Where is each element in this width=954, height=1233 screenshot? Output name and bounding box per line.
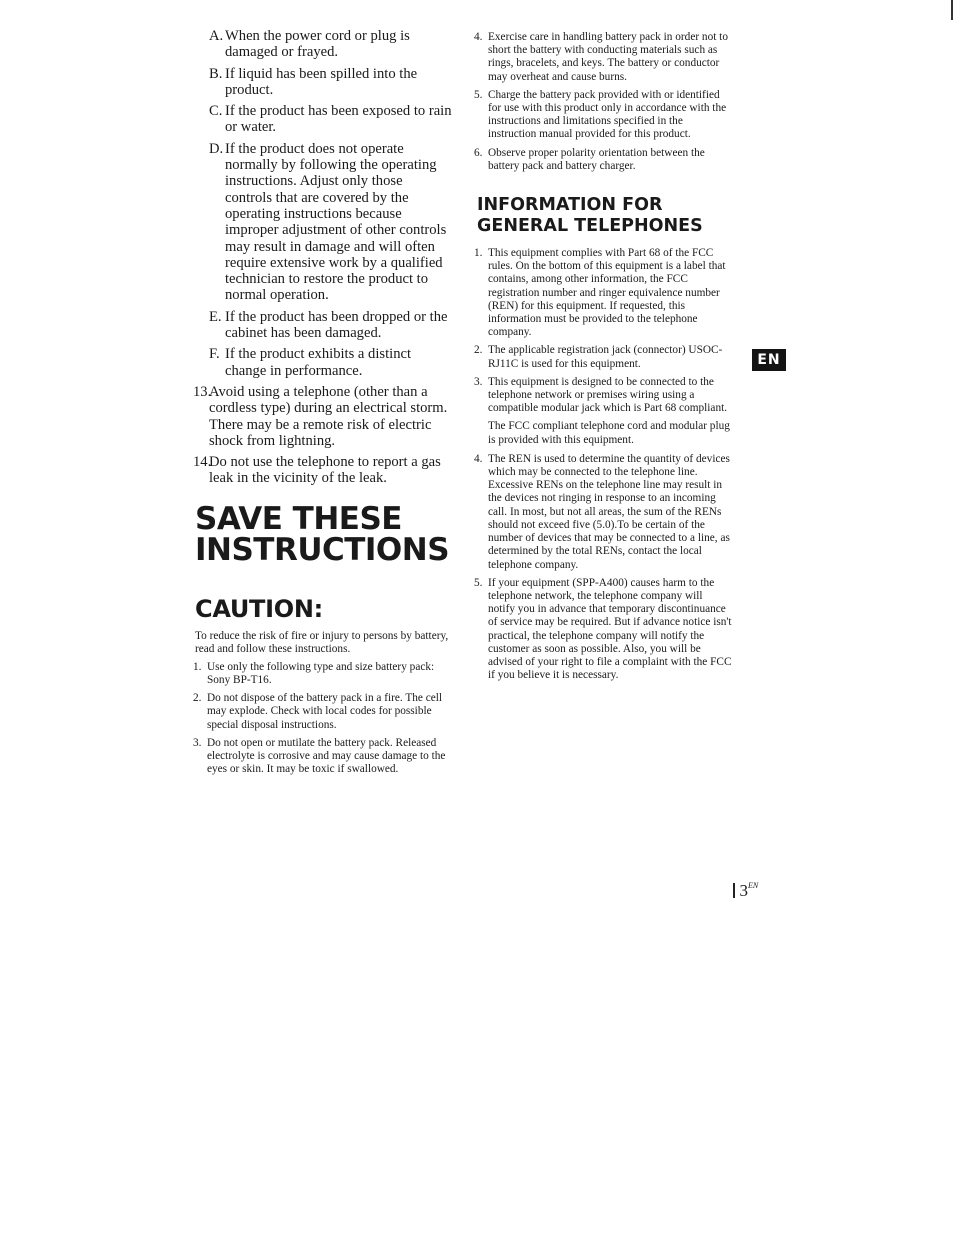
page-number-divider [733,883,735,898]
page-number: $3^{EN}$ [733,877,758,900]
caution-item-1: 1. Use only the following type and size battery pack: Sony BP-T16. [193,660,435,686]
sub-item-a: A. When the power cord or plug is damaged or frayed. [209,28,410,61]
caution-item-4: 4. Exercise care in handling battery pack in order not to short the battery with conducting materials such as rings, bracelets, and keys. The battery or conductor may overheat and cause burns. [474,31,728,83]
save-instructions-heading: SAVE THESE INSTRUCTIONS [195,500,450,568]
sub-item-c: C. If the product has been exposed to rain or water. [209,103,452,136]
info-item-4: 4. The REN is used to determine the quantity of devices which may be connected to the telephone line. Excessive RENs on the telephone line may result in the devices not ringing in response to an incoming call. In most, but not all areas, the sum of the RENs should not exceed five (5.0).To be certain of the number of devices that may be connected to a line, as determined by the total RENs, contact the local telephone company. [474,452,730,571]
caution-item-6: 6. Observe proper polarity orientation between the battery pack and battery charger. [474,146,705,172]
caution-heading: CAUTION: [195,594,323,623]
info-item-3-note: The FCC compliant telephone cord and modular plug is provided with this equipment. [488,420,730,446]
list-item-13: 13. Avoid using a telephone (other than a cordless type) during an electrical storm. There may be a remote risk of electric shock from lightning. [193,383,448,449]
caution-item-3: 3. Do not open or mutilate the battery pack. Released electrolyte is corrosive and may cause damage to the eyes or skin. It may be toxic if swallowed. [193,736,446,776]
caution-item-5: 5. Charge the battery pack provided with or identified for use with this product only in accordance with the instructions and limitations specified in the instruction manual provided for this product. [474,88,727,141]
sub-item-b: B. If liquid has been spilled into the product. [209,65,418,98]
info-general-telephones-heading: INFORMATION FOR GENERAL TELEPHONES [477,195,703,237]
info-item-3: 3. This equipment is designed to be connected to the telephone network or premises wiring using a compatible modular jack which is Part 68 compliant. [474,375,728,415]
info-item-1: 1. This equipment complies with Part 68 of the FCC rules. On the bottom of this equipment is a label that contains, among other information, the FCC registration number and ringer equivalence number (REN) for this equipment. If requested, this information must be provided to the telephone company. [474,247,726,339]
caution-intro: To reduce the risk of fire or injury to persons by battery, read and follow these instructions. [195,629,449,655]
caution-item-2: 2. Do not dispose of the battery pack in a fire. The cell may explode. Check with local codes for possible special disposal instructions. [193,692,443,731]
info-item-5: 5. If your equipment (SPP-A400) causes harm to the telephone network, the telephone company will notify you in advance that temporary discontinuance of service may be required. But if advance notice isn't practical, the telephone company will notify the customer as soon as possible. Also, you will be advised of your right to file a complaint with the FCC if you believe it is necessary. [474,576,732,682]
info-item-2: 2. The applicable registration jack (connector) USOC-RJ11C is used for this equipment. [474,344,723,370]
list-item-14: 14. Do not use the telephone to report a gas leak in the vicinity of the leak. [193,454,441,487]
page-edge-mark [951,0,953,20]
right-column [474,31,732,687]
sub-item-f: F. If the product exhibits a distinct change in performance. [209,346,412,379]
language-badge: EN [752,349,786,371]
sub-item-d: D. If the product does not operate normally by following the operating instructions. Adjust only those controls that are covered by the operating instructions because improper adjustment of other controls may result in damage and will often require extensive work by a qualified technician to restore the product to normal operation. [209,140,447,304]
left-column [193,28,453,781]
sub-item-e: E. If the product has been dropped or the cabinet has been damaged. [209,308,448,342]
